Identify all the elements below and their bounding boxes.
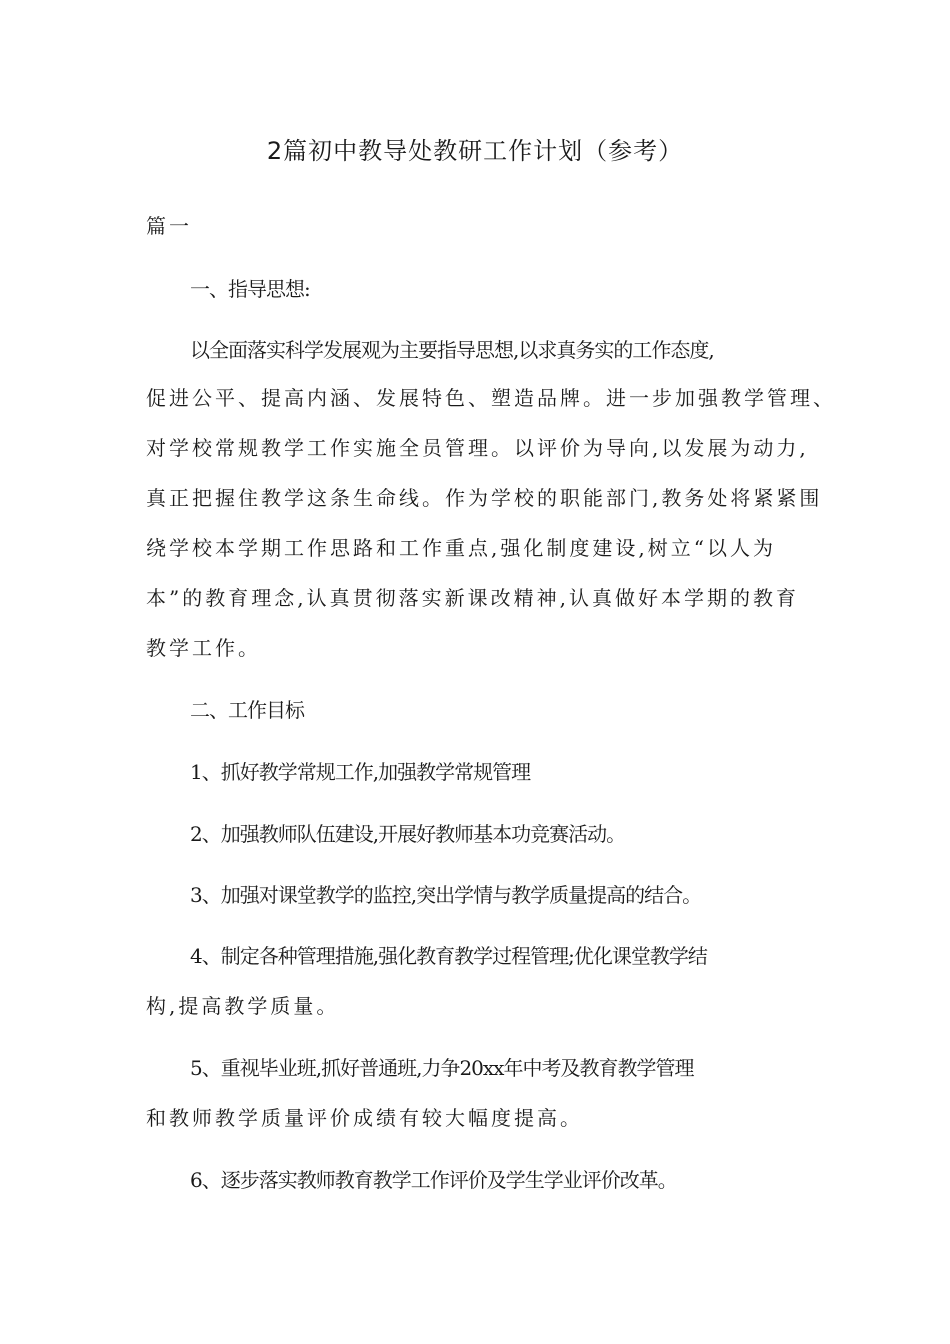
paragraph-line: 本”的教育理念,认真贯彻落实新课改精神,认真做好本学期的教育 bbox=[146, 586, 799, 610]
section-heading-work-goals: 二、工作目标 bbox=[190, 698, 304, 722]
goal-item: 4、制定各种管理措施,强化教育教学过程管理;优化课堂教学结 bbox=[190, 944, 707, 968]
goal-item: 1、抓好教学常规工作,加强教学常规管理 bbox=[190, 760, 531, 784]
goal-item-continuation: 和教师教学质量评价成绩有较大幅度提高。 bbox=[146, 1106, 583, 1130]
section-heading-guiding-ideology: 一、指导思想: bbox=[190, 277, 310, 301]
paragraph-line: 对学校常规教学工作实施全员管理。以评价为导向,以发展为动力, bbox=[146, 436, 809, 460]
document-title: 2篇初中教导处教研工作计划（参考） bbox=[266, 137, 684, 165]
paragraph-line: 真正把握住教学这条生命线。作为学校的职能部门,教务处将紧紧围 bbox=[146, 486, 823, 510]
goal-item: 2、加强教师队伍建设,开展好教师基本功竞赛活动。 bbox=[190, 822, 626, 846]
paragraph-line: 促进公平、提高内涵、发展特色、塑造品牌。进一步加强教学管理、 bbox=[146, 386, 836, 410]
paragraph-line: 绕学校本学期工作思路和工作重点,强化制度建设,树立“以人为 bbox=[146, 536, 776, 560]
paragraph-line: 以全面落实科学发展观为主要指导思想,以求真务实的工作态度, bbox=[190, 338, 714, 362]
paragraph-line: 教学工作。 bbox=[146, 636, 261, 660]
part-label: 篇一 bbox=[146, 214, 192, 238]
goal-item: 5、重视毕业班,抓好普通班,力争20xx年中考及教育教学管理 bbox=[190, 1056, 694, 1080]
goal-item: 3、加强对课堂教学的监控,突出学情与教学质量提高的结合。 bbox=[190, 883, 702, 907]
goal-item: 6、逐步落实教师教育教学工作评价及学生学业评价改革。 bbox=[190, 1168, 677, 1192]
goal-item-continuation: 构,提高教学质量。 bbox=[146, 994, 340, 1018]
